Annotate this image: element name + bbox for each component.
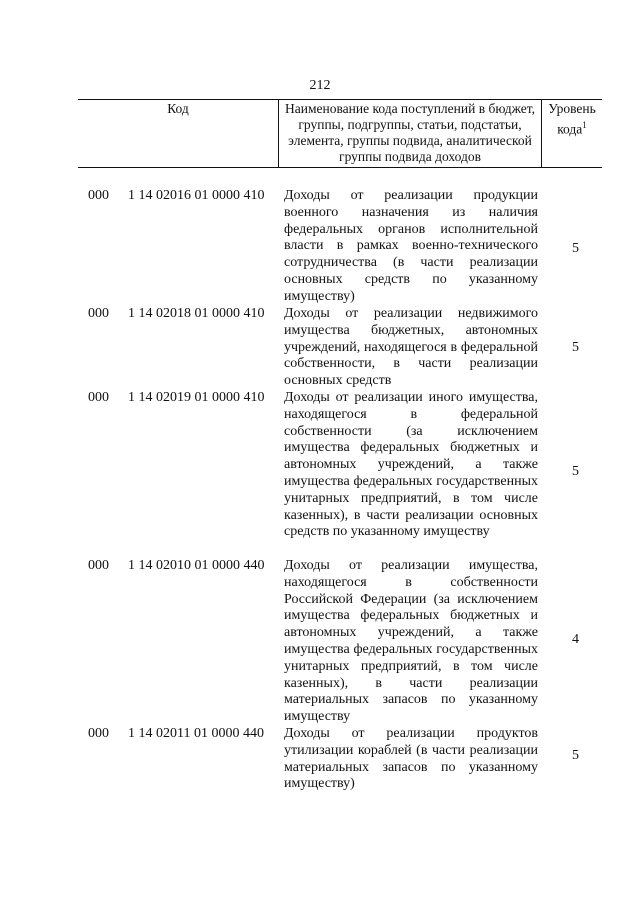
row-budget-code: 1 14 02010 01 0000 440 xyxy=(128,558,265,573)
row-name: Доходы от реализации иного имущества, находящегося в федеральной собственности (за исключением имущества федеральных бюджетных и автономных учреждений, а также имущества федеральных государственных унитарных предприятий, в том числе казенных), в части реализации основных средств по указанному имуществу xyxy=(284,390,538,540)
table-header xyxy=(78,99,602,168)
header-row xyxy=(78,100,602,168)
row-level: 5 xyxy=(572,241,579,256)
header-name: Наименование кода поступлений в бюджет, группы, подгруппы, статьи, подстатьи, элемента, группы подвида, аналитической группы подвида доходов xyxy=(279,100,542,168)
row-level: 5 xyxy=(572,464,579,479)
row-budget-code: 1 14 02011 01 0000 440 xyxy=(128,726,264,741)
row-budget-code: 1 14 02018 01 0000 410 xyxy=(128,306,265,321)
row-budget-code: 1 14 02016 01 0000 410 xyxy=(128,188,265,203)
row-level: 4 xyxy=(572,632,579,647)
row-level: 5 xyxy=(572,340,579,355)
row-admin-code: 000 xyxy=(88,558,109,573)
row-admin-code: 000 xyxy=(88,306,109,321)
header-code: Код xyxy=(78,100,279,168)
header-level-footnote: 1 xyxy=(582,120,587,130)
row-admin-code: 000 xyxy=(88,188,109,203)
row-name: Доходы от реализации недвижимого имущества бюджетных, автономных учреждений, находящегося в федеральной собственности, в части реализации основных средств xyxy=(284,306,538,389)
page-number: 212 xyxy=(309,78,331,93)
row-level: 5 xyxy=(572,748,579,763)
row-name: Доходы от реализации продуктов утилизации кораблей (в части реализации материальных запасов по указанному имуществу) xyxy=(284,726,538,792)
row-admin-code: 000 xyxy=(88,390,109,405)
row-name: Доходы от реализации продукции военного назначения из наличия федеральных органов исполнительной власти в рамках военно-технического сотрудничества (в части реализации основных средств по указанному имуществу) xyxy=(284,188,538,304)
row-name: Доходы от реализации имущества, находящегося в собственности Российской Федерации (за исключением имущества федеральных бюджетных и автономных учреждений, а также имущества федеральных государственных унитарных предприятий, в том числе казенных), в части реализации материальных запасов по указанному имуществу xyxy=(284,558,538,725)
row-budget-code: 1 14 02019 01 0000 410 xyxy=(128,390,265,405)
header-level xyxy=(542,100,603,168)
row-admin-code: 000 xyxy=(88,726,109,741)
header-level-label: Уровень кода xyxy=(548,101,596,137)
